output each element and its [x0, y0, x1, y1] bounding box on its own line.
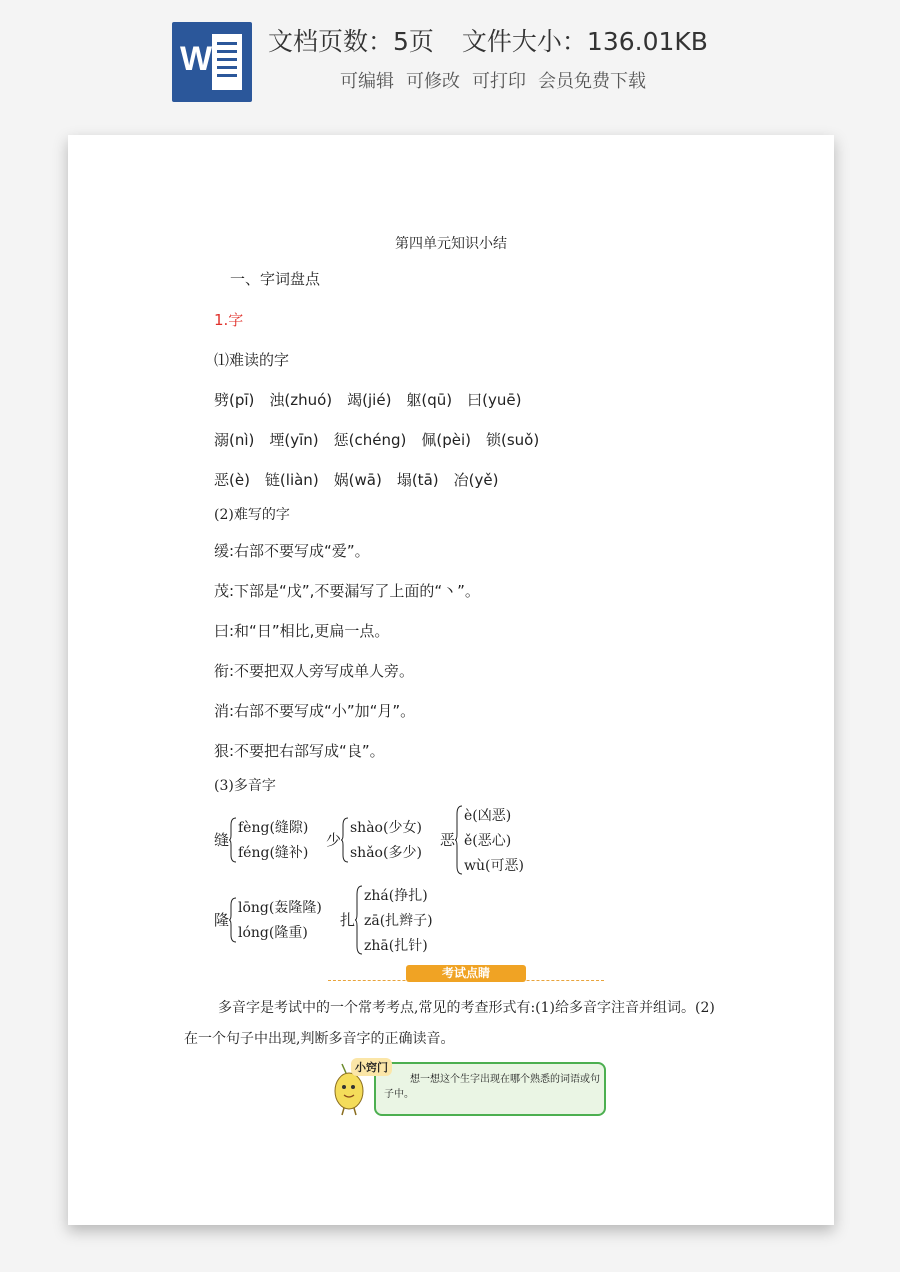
- polyphone-group: [326, 815, 426, 865]
- hint-box: [374, 1062, 606, 1116]
- hint-label: 小窍门: [351, 1058, 392, 1076]
- polyphone-group: [440, 803, 540, 879]
- polyphone-option: lōng(轰隆隆): [238, 900, 322, 916]
- feature-item: 可修改: [406, 71, 460, 92]
- polyphone-option: ě(恶心): [464, 833, 512, 849]
- brace-icon: [355, 885, 363, 955]
- polyphone-option: shào(少女): [350, 820, 422, 836]
- item-heading: 1.字: [214, 311, 244, 329]
- polyphone-option: shǎo(多少): [350, 845, 422, 861]
- polyphone-option: zā(扎辫子): [364, 913, 433, 929]
- sub-heading: ⑴难读的字: [214, 351, 290, 369]
- writing-note: 衔:不要把双人旁写成单人旁。: [214, 662, 415, 680]
- brace-icon: [455, 805, 463, 875]
- polyphone-option: wù(可恶): [464, 858, 524, 874]
- document-page: [68, 135, 834, 1225]
- feature-item: 可打印: [472, 71, 526, 92]
- exam-tip-text: 多音字是考试中的一个常考考点,常见的考查形式有:(1)给多音字注音并组词。(2)在一个句子中出现,判断多音字的正确读音。: [184, 1000, 715, 1047]
- word-document-icon: W: [172, 22, 252, 102]
- polyphone-option: è(凶恶): [464, 808, 512, 824]
- polyphone-group: [214, 895, 324, 945]
- polyphone-option: zhá(挣扎): [364, 888, 428, 904]
- page-count: 文档页数：5页: [268, 27, 434, 56]
- writing-note: 狠:不要把右部写成“良”。: [214, 742, 385, 760]
- pinyin-row: 溺(nì) 堙(yīn) 惩(chéng) 佩(pèi) 锁(suǒ): [214, 431, 540, 449]
- feature-item: 可编辑: [340, 71, 394, 92]
- exam-tip-badge: 考试点睛: [406, 965, 526, 982]
- polyphone-char: 缝: [214, 831, 230, 849]
- polyphone-char: 隆: [214, 911, 230, 929]
- sub-heading: (3)多音字: [214, 778, 276, 794]
- polyphone-group: [340, 883, 450, 959]
- writing-note: 缓:右部不要写成“爱”。: [214, 542, 370, 560]
- writing-note: 曰:和“日”相比,更扁一点。: [214, 622, 390, 640]
- polyphone-option: lóng(隆重): [238, 925, 308, 941]
- polyphone-option: zhā(扎针): [364, 938, 428, 954]
- polyphone-group: [214, 815, 314, 865]
- sub-heading: (2)难写的字: [214, 507, 290, 523]
- brace-icon: [229, 897, 237, 943]
- section-heading: 一、字词盘点: [230, 270, 321, 288]
- file-meta: [268, 22, 736, 58]
- polyphone-char: 扎: [340, 911, 356, 929]
- download-header: [0, 0, 900, 128]
- brace-icon: [341, 817, 349, 863]
- doc-title: 第四单元知识小结: [395, 236, 507, 252]
- brace-icon: [229, 817, 237, 863]
- polyphone-option: féng(缝补): [238, 845, 309, 861]
- polyphone-char: 恶: [440, 831, 456, 849]
- pinyin-row: 恶(è) 链(liàn) 娲(wā) 塌(tā) 冶(yě): [214, 471, 499, 489]
- feature-list: [340, 67, 658, 93]
- pinyin-row: 劈(pī) 浊(zhuó) 竭(jié) 躯(qū) 曰(yuē): [214, 391, 522, 409]
- feature-item: 会员免费下载: [538, 71, 646, 92]
- file-size: 文件大小：136.01KB: [461, 27, 708, 56]
- writing-note: 茂:下部是“戊”,不要漏写了上面的“丶”。: [214, 582, 480, 600]
- hint-text: 想一想这个生字出现在哪个熟悉的词语或句子中。: [384, 1074, 600, 1100]
- polyphone-option: fèng(缝隙): [238, 820, 309, 836]
- writing-note: 消:右部不要写成“小”加“月”。: [214, 702, 416, 720]
- polyphone-char: 少: [326, 831, 342, 849]
